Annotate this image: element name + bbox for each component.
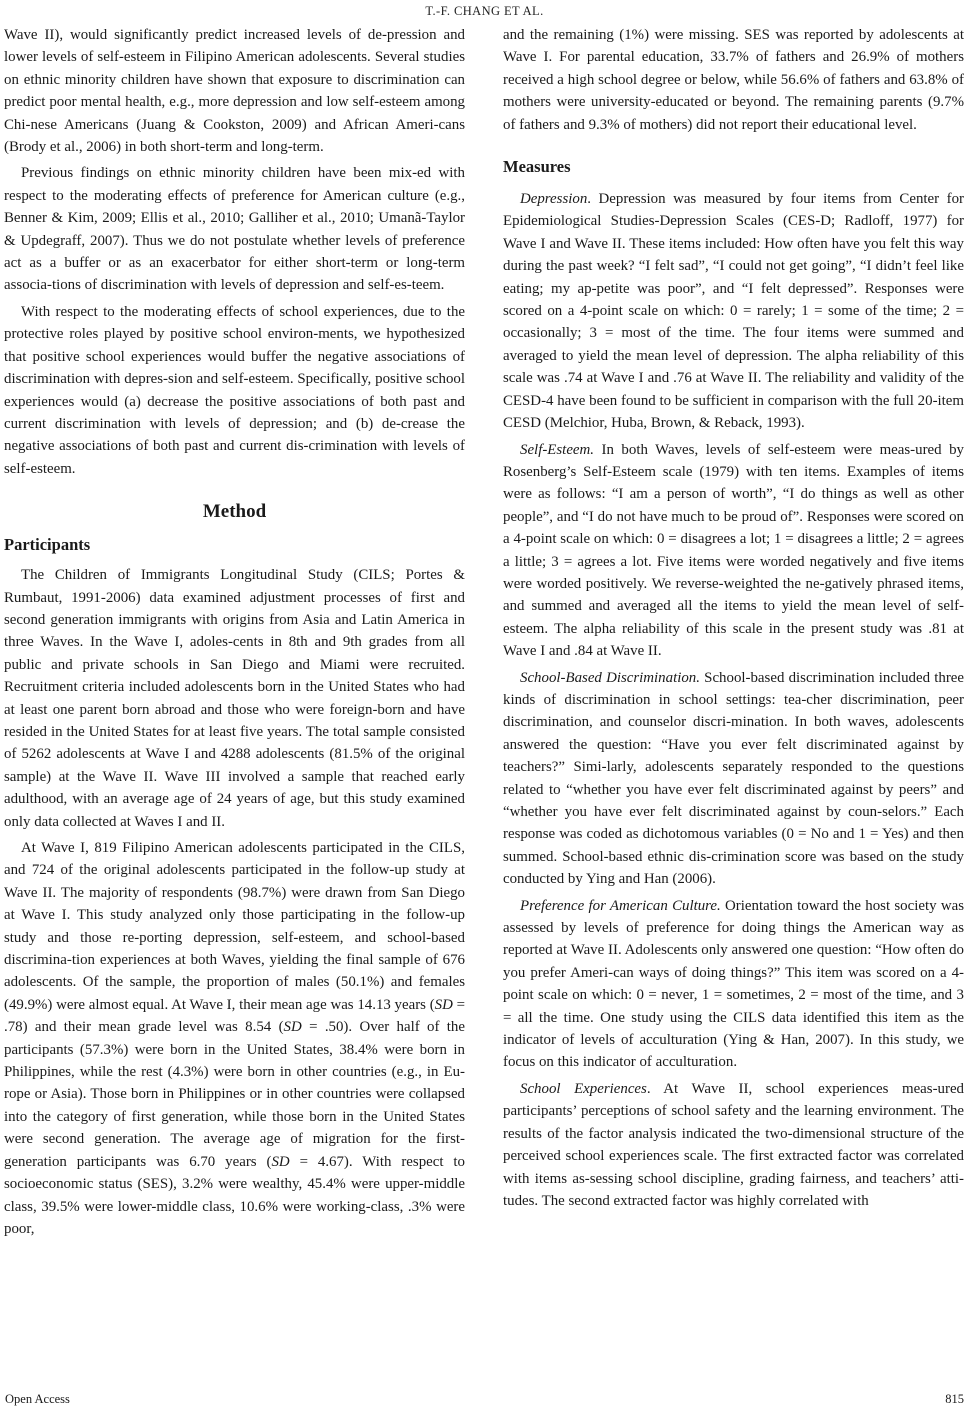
footer-open-access: Open Access xyxy=(5,1392,70,1406)
paragraph-cils-data: The Children of Immigrants Longitudinal Study (CILS; Portes & Rumbaut, 1991-2006) data examined adjustment processes of first and second generation immigrants with origins from Asia and Latin America in three Waves. In the Wave I, adoles-cents in 8th and 9th grades from all public and private schools in San Diego and Miami were recruited. Recruitment criteria included adolescents born in the United States who had at least one parent born abroad and those who were foreign-born and have resided in the United States for at least five years. The total sample consisted of 5262 adolescents at Wave I and 4288 adolescents (81.5% of the original sample) at the Wave II. Wave III involved a sample that reached early adulthood, with an average age of 24 years of age, but this study examined only data collected at Waves I and II. xyxy=(4,567,465,830)
paragraph-parent-education: and the remaining (1%) were missing. SES was reported by adolescents at Wave I. For parental education, 33.7% of fathers and 26.9% of mothers received a high school degree or below, while 56.6% of fathers and 63.8% of mothers were university-educated or beyond. The remaining parents (9.7% of fathers and 9.3% of mothers) did not report their educational level. xyxy=(503,27,964,133)
measures-heading: Measures xyxy=(503,157,571,177)
text-run: In both Waves, levels of self-esteem were meas-ured by Rosenberg’s Self-Esteem scale (1979) with ten items. Examples of items were as follows: “I am a person of worth”, “I do things as well as other people”, and “I do not have much to be proud of”. Responses were scored on a 4-point scale on which: 0 = disagrees a lot; 1 = disagrees a little; 2 = agrees a little; 3 = agrees a lot. Five items were worded negatively and five items were worded positively. We reverse-weighted the ne-gatively phrased items, and summed and averaged all the items to yield the mean level of self-esteem. The alpha reliability of this scale in the present study was .81 at Wave I and .84 at Wave II. xyxy=(503,441,964,660)
self-esteem-label: Self-Esteem. xyxy=(520,441,595,458)
depression-label: Depression xyxy=(520,191,588,208)
paragraph-discrimination xyxy=(503,667,964,891)
text-run: . At Wave II, school experiences meas-ured participants’ perceptions of school safety and the learning environment. The results of the factor analysis indicated the two-dimensional structure of the perceived school experiences scale. The first extracted factor was correlated with items as-sessing school discipline, grading fairness, and teachers’ atti-tudes. The second extracted factor was highly correlated with xyxy=(503,1080,964,1209)
text-run: School-based discrimination included three kinds of discrimination in school settings: tea-cher discrimination, peer discrimination, and counselor discri-mination. In both waves, adolescents answered the question: “Have you ever felt discriminated against by teachers?” Simi-larly, adolescents separately responded to the questions related to “whether you have ever felt discriminated against by peers” and “whether you have ever felt discriminated against by coun-selors.” Each response was coded as dichotomous variables (0 = No and 1 = Yes) and then summed. School-based ethnic dis-crimination score was based on the study conducted by Ying and Han (2006). xyxy=(503,669,965,888)
paragraph-preference-findings: Previous findings on ethnic minority children have been mix-ed with respect to the moderating effects of preference for American culture (e.g., Benner & Kim, 2009; Ellis et al., 2010; Galliher et al., 2010; Umanã-Taylor & Updegraff, 2007). Thus we do not postulate whether levels of preference act as a buffer or as an exacerbator for either short-term or long-term associa-tions of discrimination with levels of depression and self-es-teem. xyxy=(4,165,465,294)
paragraph-preference xyxy=(503,895,964,1074)
method-heading: Method xyxy=(202,501,267,523)
participants-heading: Participants xyxy=(4,535,91,555)
paragraph-school-hypothesis: With respect to the moderating effects of school experiences, due to the protective roles played by positive school environ-ments, we hypothesized that positive school experiences would buffer the negative associations of discrimination with depres-sion and self-esteem. Specifically, positive school experiences would (a) decrease the positive associations of both past and current discrimination with levels of depression; and (b) de-crease the negative associations of both past and current dis-crimination with levels of self-esteem. xyxy=(4,303,465,477)
school-experiences-label: School Experiences xyxy=(520,1080,647,1097)
left-column xyxy=(4,24,465,1244)
right-column xyxy=(503,24,964,1216)
paragraph-continuation: Wave II), would significantly predict increased levels of de-pression and lower levels of self-esteem in Filipino American adolescents. Several studies on ethnic minority children have shown that exposure to discrimination can predict poor mental health, e.g., more depression and low self-esteem among Chi-nese Americans (Juang & Cookston, 2009) and African Ameri-cans (Brody et al., 2006) in both short-term and long-term. xyxy=(4,27,465,156)
paragraph-sample-description xyxy=(4,837,465,1240)
paragraph-depression xyxy=(503,188,964,434)
discrimination-label: School-Based Discrimination. xyxy=(520,669,700,686)
sd-italic: SD xyxy=(271,1153,290,1170)
running-head: T.-F. CHANG ET AL. xyxy=(425,4,544,18)
sd-italic: SD xyxy=(283,1019,302,1036)
text-run: At Wave I, 819 Filipino American adolescents participated in the CILS, and 724 of the original adolescents participated in the follow-up study at Wave II. The majority of respondents (98.7%) were drawn from San Diego at Wave I. This study analyzed only those participating in the follow-up study and those re-porting depression, self-esteem, and school-based discrimina-tion experiences at both Waves, yielding the final sample of 676 adolescents. Of the sample, the proportion of males (50.1%) and females (49.9%) were almost equal. At Wave I, their mean age was 14.13 years ( xyxy=(4,840,465,1013)
text-run: = .50). Over half of the participants (57.3%) were born in the United States, 38.4% were born in Philippines, while the rest (4.3%) were born in other countries (e.g., in Eu-rope or Asia). Those born in Philippines or in other countries were collapsed into the category of first generation, while those born in the United States were second generation. The average age of migration for the first-generation participants was 6.70 years ( xyxy=(4,1019,465,1170)
page-number: 815 xyxy=(945,1392,964,1406)
sd-italic: SD xyxy=(434,996,453,1013)
preference-label: Preference for American Culture. xyxy=(520,897,721,914)
text-run: = 4.67). With respect to socioeconomic status (SES), 3.2% were wealthy, 45.4% were upper-middle class, 39.5% were lower-middle class, 10.6% were working-class, .3% were poor, xyxy=(4,1153,465,1237)
paragraph-school-experiences xyxy=(503,1078,964,1212)
text-run: = .78) and their mean grade level was 8.54 ( xyxy=(4,996,465,1036)
text-run: . Depression was measured by four items from Center for Epidemiological Studies-Depression Scales (CES-D; Radloff, 1977) for Wave I and Wave II. These items included: How often have you felt this way during the past week? “I felt sad”, “I could not get going”, “I didn’t feel like eating; my ap-petite was poor”, and “I felt depressed”. Responses were scored on a 4-point scale on which: 0 = rarely; 1 = some of the time; 2 = occasionally; 3 = most of the time. The four items were summed and averaged to yield the mean level of depression. The alpha reliability of this scale was .74 at Wave I and .76 at Wave II. The reliability and validity of the CESD-4 have been found to be sufficient in comparison with the full 20-item CESD (Melchior, Huba, Brown, & Reback, 1993). xyxy=(503,191,964,432)
text-run: Orientation toward the host society was assessed by levels of preference for doing things the American way as reported at Wave II. Adolescents only answered one question: “How often do you prefer Ameri-can ways of doing things?” This item was scored on a 4-point scale on which: 0 = never, 1 = sometimes, 2 = most of the time, and 3 = all the time. One study using the CILS data identified this item as the indicator of levels of acculturation (Ying & Han, 2007). In this study, we focus on this indicator of acculturation. xyxy=(503,897,964,1071)
paragraph-self-esteem xyxy=(503,439,964,663)
